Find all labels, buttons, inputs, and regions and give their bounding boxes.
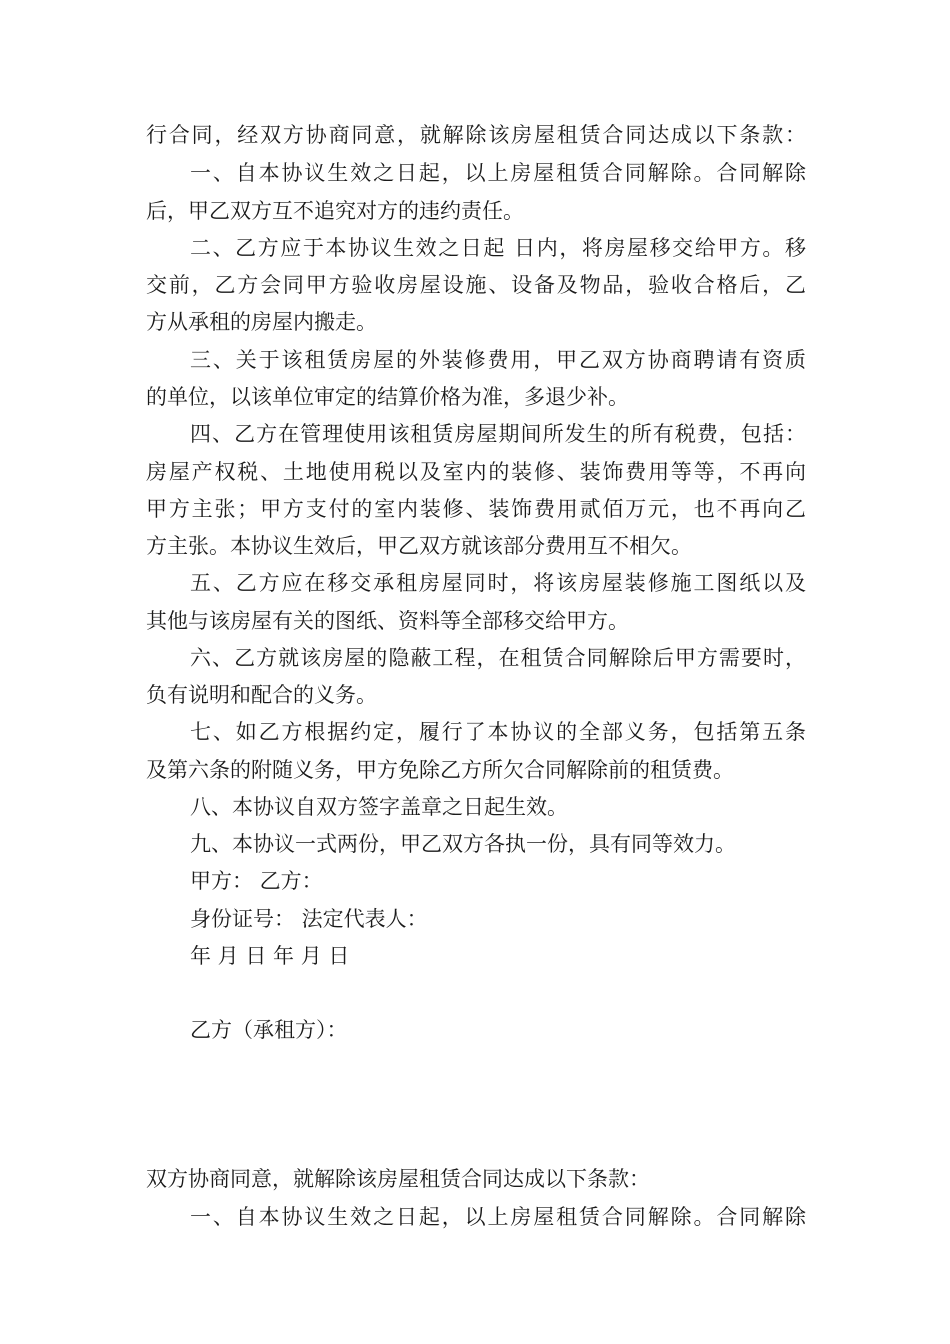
paragraph-line: 其他与该房屋有关的图纸、资料等全部移交给甲方。 xyxy=(146,609,629,633)
paragraph-line: 方主张。本协议生效后，甲乙双方就该部分费用互不相欠。 xyxy=(146,534,692,558)
form-line-area xyxy=(146,1127,806,1157)
paragraph-line: 七、如乙方根据约定，履行了本协议的全部义务，包括第五条 xyxy=(190,720,806,744)
paragraph-line: 及第六条的附随义务，甲方免除乙方所欠合同解除前的租赁费。 xyxy=(146,758,734,782)
form-line-date xyxy=(146,1052,806,1082)
paragraph-line: 方从承租的房屋内搬走。 xyxy=(146,310,377,334)
signature-id-line: 身份证号： 法定代表人： xyxy=(190,907,428,931)
paragraph-line: 三、关于该租赁房屋的外装修费用，甲乙双方协商聘请有资质 xyxy=(190,348,806,372)
paragraph-line: 甲方主张；甲方支付的室内装修、装饰费用贰佰万元，也不再向乙 xyxy=(146,497,806,521)
agreement-heading-line xyxy=(146,978,806,1008)
paragraph-line: 后，甲乙双方互不追究对方的违约责任。 xyxy=(146,199,524,223)
paragraph-line: 二、乙方应于本协议生效之日起 日内，将房屋移交给甲方。移 xyxy=(190,236,806,260)
paragraph-line: 八、本协议自双方签字盖章之日起生效。 xyxy=(190,795,568,819)
paragraph-line: 行合同，经双方协商同意，就解除该房屋租赁合同达成以下条款： xyxy=(146,123,806,147)
paragraph-line: 四、乙方在管理使用该租赁房屋期间所发生的所有税费，包括： xyxy=(190,422,806,446)
paragraph-line: 交前，乙方会同甲方验收房屋设施、设备及物品，验收合格后，乙 xyxy=(146,273,806,297)
paragraph-line: 一、自本协议生效之日起，以上房屋租赁合同解除。合同解除 xyxy=(190,161,806,185)
paragraph-line: 双方协商同意，就解除该房屋租赁合同达成以下条款： xyxy=(146,1167,650,1191)
paragraph-line: 五、乙方应在移交承租房屋同时，将该房屋装修施工图纸以及 xyxy=(190,571,806,595)
signature-parties-line: 甲方： 乙方： xyxy=(190,869,323,893)
party-b-line: 乙方（承租方）： xyxy=(190,1018,348,1042)
paragraph-line: 的单位，以该单位审定的结算价格为准，多退少补。 xyxy=(146,385,629,409)
signature-date-line: 年 月 日 年 月 日 xyxy=(190,944,350,968)
paragraph-line: 六、乙方就该房屋的隐蔽工程，在租赁合同解除后甲方需要时， xyxy=(190,646,806,670)
paragraph-line: 房屋产权税、土地使用税以及室内的装修、装饰费用等等，不再向 xyxy=(146,460,806,484)
paragraph-line: 一、自本协议生效之日起，以上房屋租赁合同解除。合同解除 xyxy=(190,1205,806,1229)
paragraph-line: 负有说明和配合的义务。 xyxy=(146,683,377,707)
paragraph-line: 九、本协议一式两份，甲乙双方各执一份，具有同等效力。 xyxy=(190,832,736,856)
form-line-location xyxy=(146,1090,806,1120)
